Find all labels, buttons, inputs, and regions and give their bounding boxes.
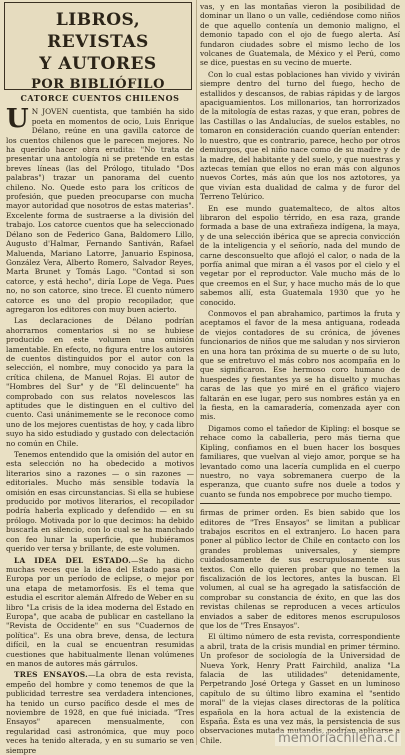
paragraph-1 bbox=[6, 104, 194, 314]
right-paragraph-6: firmas de primer orden. Es bien sabido que los editores de "Tres Ensayos" se limitan a publicar trabajos escritos en el extranjero. Lo hacen para poner al público lector de Chile en contacto con los grandes problemas universales, y siempre cuidadosamente de sus escrupulosamente sus textos. Con ello quieren probar que no temen la fiscalización de los lectores, antes la buscan. El volumen, al cual se ha agregado la satisfacción de comprobar su constancia de éxito, en que las dos revistas chilenas se reproducen a veces artículos enviados a saber de editores menos escrupulosos que los de "Tres Ensayos". bbox=[200, 508, 400, 630]
section-divider bbox=[200, 503, 400, 504]
right-paragraph-3: En ese mundo guatemalteco, de altos altos libraron del espolio térrido, en esa raza, grande formada a base de una extrañeza indígena, la maya, y de una selección ibérica que se aprecia convicción de la inteligencia y el señorío, nada del mundo de carne desconsuelto que aflojó el calor, o nada de la porfía animal que miran a él vasos por el cielo y el vegetar por el reproductor. Vale mucho más de lo que creemos en el Sur, y hace mucho más de lo que sabemos allí, esta Guatemala 1930 que yo he conocido. bbox=[200, 203, 400, 307]
section-subtitle: CATORCE CUENTOS CHILENOS bbox=[20, 93, 180, 103]
column-header bbox=[4, 2, 192, 90]
section-heading-estado: LA IDEA DEL ESTADO. bbox=[14, 555, 132, 565]
header-byline: POR BIBLIÓFILO bbox=[31, 77, 165, 92]
paragraph-4-text: —Se ha dicho muchas veces que la idea del Estado pasa en Europa por un período de eclipse, o mejor por una etapa de metamorfosis. Es el tema que estudia el escritor alemán Alfredo de Weber en su libro "La crisis de la idea moderna del Estado en Europa", que acaba de publicar en castellano la "Revista de Occidente" en sus "Cuadernos de política". Es una obra breve, densa, de lectura difícil, en la cual se encuentran resumidas cuestiones que habitualmente llenan volúmenes en manos de autores más gárrulos. bbox=[6, 555, 195, 668]
right-paragraph-1: vas, y en las montañas vieron la posibilidad de dominar un llano o un valle, cediéndose como niños de que aquello contenía un demonio maligno, el demonio tapado con el ojo de fuego alerta. Así fundaron ciudades sobre el mismo lecho de los volcanes de Guatemala, de México y el Perú, como se dice, puestas en su vecino de muerte. bbox=[200, 2, 400, 68]
paragraph-1-text: N JOVEN cuentista, que también ha sido poeta en momentos de ocio, Luis Enrique Délano, reúne en una gavilla catorce de los cuentos chilenos que le parecen mejores. No ha querido hacer obra erudita: "No trata de presentar una antología ni se pretende en estas breves líneas (las del Prólogo, titulado "Dos palabras") trazar un panorama del cuento chileno. No. Quede esto para los críticos de profesión, que pueden preocuparse con mucha mayor autoridad que nosotros de estas materias". Excelente forma de sustraerse a la división del trabajo. Los catorce cuentos que ha seleccionado Délano son de Federico Gana, Baldomero Lillo, Augusto d'Halmar, Fernando Santiván, Rafael Maluenda, Mariano Latorre, Januario Espinosa, González Vera, Alberto Romero, Salvador Reyes, Marta Brunet y Tomás Lago. "Contad si son catorce, y está hecho", diría Lope de Vega. Pues no, no son catorce, sino trece. El cuento número catorce es uno del propio recopilador, que agregaron los editores con muy buen acierto. bbox=[6, 107, 194, 314]
right-paragraph-7: El último número de esta revista, correspondiente a abril, trata de la crisis mundial en primer término. Un profesor de sociología de la Universidad de Nueva York, Henry Pratt Fairchild, analiza "La falacia de las utilidades" detenidamente, Perpetrando José Ortega y Gasset en un luminoso capítulo de su último libro examina el "sentido moral" de la viejas clases directoras de la política española en la hora actual de la existencia de España. Ésta es una vez más, la persistencia de sus observaciones mutada mutandis, podrían aplicarse a Chile. bbox=[200, 632, 400, 745]
right-column bbox=[200, 2, 400, 745]
paragraph-5 bbox=[6, 670, 194, 755]
right-paragraph-5: Digamos como el tañedor de Kipling: el bosque se rehace como la caballeria, pero más tierna que Kipling, confiamos en el buen hacer los bosques familiares, que vuelvan al viejo amor, porque se ha levantado como una lacería cumplida en el cuerpo nuestro, no vaya sobremanera cuerpo de la esperanza, que cuanto sufre nos duele a todos y cuanto se funda nos empobrece por mucho tiempo. bbox=[200, 423, 400, 499]
header-title-line2: Y AUTORES bbox=[39, 54, 157, 74]
right-paragraph-4: Conmovos el pan abrahamico, partimos la fruta y aceptamos el favor de la mesa antiguana, rodeada de viejos contadores de su crónica, de jóvenes funcionarios de niños que me saludan y nos sirvieron en una hora tan próxima de su muerte o de su luto, que se entretuvo el más cobro nos acompaña en lo que significaron. Ese hermoso coro humano de huespedes y fiestantes ya se ha disuelto y muchas caras de las que yo miré en el gráfico viajero faltarán en ese lugar, pero sus nombres están ya en la fiesta, en la camaradería, comenzada ayer con mis. bbox=[200, 309, 400, 422]
paragraph-5-text: —La obra de esta revista, empeño del hombre y como tenemos de que la publicidad terrestre sea verdadera intenciones, ha tenido un curso pacífico desde el mes de noviembre de 1928, en que fué iniciada. "Tres Ensayos" aparecen mensualmente, con regularidad casi astronómica, que muy poco veces ha tenido alterada, y en su sumario se ven siempre bbox=[6, 670, 194, 755]
paragraph-4 bbox=[6, 556, 194, 669]
header-title-line1: LIBROS, REVISTAS bbox=[47, 10, 149, 52]
watermark-text: memoriachilena.cl bbox=[275, 731, 401, 746]
section-heading-tres-ensayos: TRES ENSAYOS. bbox=[14, 670, 89, 680]
left-column bbox=[6, 92, 195, 755]
column-separator bbox=[196, 0, 197, 745]
paragraph-2: Las declaraciones de Délano podrían ahorrarnos comentarios si no se hubiese producido en este volumen una omisión lamentable. En efecto, no figura entre los autores de cuentos distinguidos por el autor con la selección, el nombre, muy conocido ya para la crítica chilena, de Manuel Rojas. El autor de "Hombres del Sur" y de "El delincuente" ha comprobado con sus relatos novelescos las aptitudes que le distinguen en el cultivo del cuento. Casi unánimemente se le reconoce como uno de los mejores cuentistas de hoy, y cada libro suyo ha sido estudiado y gustado con delectación no común en Chile. bbox=[6, 316, 194, 448]
paragraph-3: Tenemos entendido que la omisión del autor en esta selección no ha obedecido a motivos literarios sino a razones — o sin razones — editoriales. Mucho más sensible todavía la omisión en esas circunstancias. Si ella se hubiese producido por motivos literarios, el recopilador podría haberla explicado y defendido — en su prólogo. Motivada por lo que decimos: ha debido buscarla en silencio, con lo cual se ha manchado con feo lunar la superficie, que hubiéramos querido ver tersa y brillante, de este volumen. bbox=[6, 450, 194, 554]
right-paragraph-2: Con lo cual estas poblaciones han vivido y vivirán siempre dentro del turno del fuego, hecho de estallidos y descansos, de rabias rápidas y de largos apaciguamientos. Los millonarios, tan horrorizados de la mitología de estas razas, y que eran, pobres de las Castillas o las Andalucías, de suelos estables, no tomaron en consideración cuando querían entender: lo nuestro, que es contrario, parece, hecho por otros demiurgos, que el niño nace como de su madre y de la madre, del habitante y del suelo, y que nuestras y aztecas temían que ellos no eran más con algunos nuevos Cortes, más aún que los nos aztotores, ya que vivían esta dualidad de calma y de furor del Terreno Telúrico. bbox=[200, 69, 400, 202]
drop-cap: U bbox=[6, 104, 29, 135]
